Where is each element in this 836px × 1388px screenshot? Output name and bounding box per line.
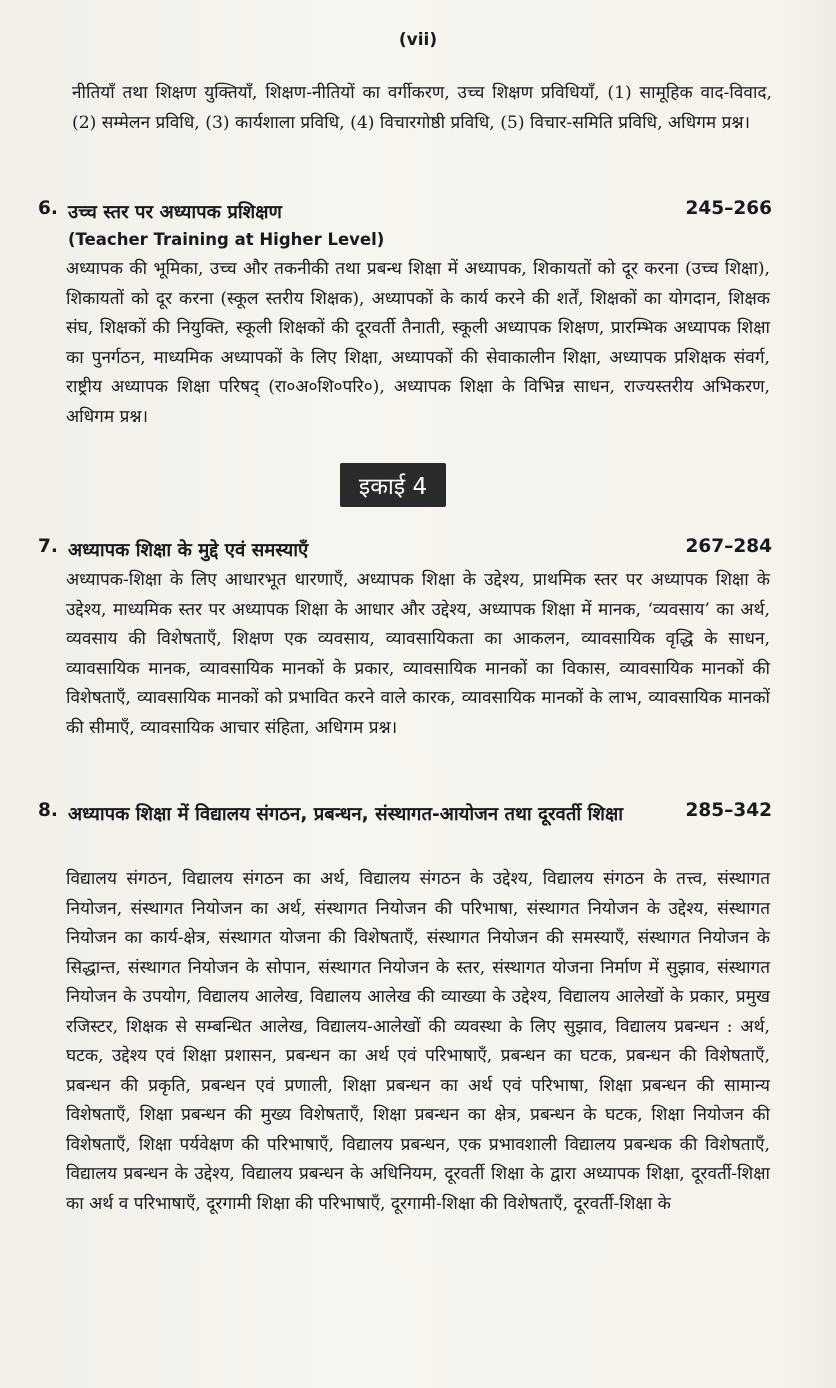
chapter-6-number: 6. bbox=[38, 198, 58, 219]
intro-paragraph: नीतियाँ तथा शिक्षण युक्तियाँ, शिक्षण-नीतियों का वर्गीकरण, उच्च शिक्षण प्रविधियाँ, (1) सामूहिक वाद-विवाद, (2) सम्मेलन प्रविधि, (3) कार्यशाला प्रविधि, (4) विचारगोष्ठी प्रविधि, (5) विचार-समिति प्रविधि, अधिगम प्रश्न। bbox=[72, 83, 772, 133]
chapter-8-number: 8. bbox=[38, 800, 58, 821]
chapter-8-pages: 285–342 bbox=[685, 800, 772, 821]
page-number: (vii) bbox=[398, 30, 438, 50]
chapter-6-title: उच्च स्तर पर अध्यापक प्रशिक्षण bbox=[68, 202, 282, 223]
chapter-6-body: अध्यापक की भूमिका, उच्च और तकनीकी तथा प्रबन्ध शिक्षा में अध्यापक, शिकायतों को दूर करना (उच्च शिक्षा), शिकायतों को दूर करना (स्कूल स्तरीय शिक्षक), अध्यापकों के कार्य करने की शर्तें, शिक्षकों का योगदान, शिक्षक संघ, शिक्षकों की नियुक्ति, स्कूली शिक्षकों की दूरवर्ती तैनाती, स्कूली अध्यापक शिक्षण, प्रारम्भिक अध्यापक शिक्षा का पुनर्गठन, माध्यमिक अध्यापकों के लिए शिक्षा, अध्यापकों की सेवाकालीन शिक्षा, अध्यापक प्रशिक्षक संवर्ग, राष्ट्रीय अध्यापक शिक्षा परिषद् (रा०अ०शि०परि०), अध्यापक शिक्षा के विभिन्न साधन, राज्यस्तरीय अभिकरण, अधिगम प्रश्न। bbox=[66, 259, 770, 427]
chapter-8-heading bbox=[38, 800, 772, 862]
chapter-7-heading bbox=[38, 536, 772, 566]
chapter-7-pages: 267–284 bbox=[685, 536, 772, 557]
chapter-7-number: 7. bbox=[38, 536, 58, 557]
chapter-6-pages: 245–266 bbox=[685, 198, 772, 219]
chapter-6-subtitle: (Teacher Training at Higher Level) bbox=[68, 230, 385, 249]
chapter-8-title: अध्यापक शिक्षा में विद्यालय संगठन, प्रबन्धन, संस्थागत-आयोजन तथा दूरवर्ती शिक्षा bbox=[68, 804, 624, 825]
page-edge-shade bbox=[776, 0, 836, 1388]
unit-badge: इकाई 4 bbox=[340, 463, 446, 507]
chapter-7-title: अध्यापक शिक्षा के मुद्दे एवं समस्याएँ bbox=[68, 540, 309, 561]
chapter-6-heading bbox=[38, 198, 772, 228]
chapter-7-body: अध्यापक-शिक्षा के लिए आधारभूत धारणाएँ, अध्यापक शिक्षा के उद्देश्य, प्राथमिक स्तर पर अध्यापक शिक्षा के उद्देश्य, माध्यमिक स्तर पर अध्यापक शिक्षा के आधार और उद्देश्य, अध्यापक शिक्षा में मानक, ‘व्यवसाय’ का अर्थ, व्यवसाय की विशेषताएँ, शिक्षण एक व्यवसाय, व्यावसायिकता का आकलन, व्यावसायिक वृद्धि के साधन, व्यावसायिक मानक, व्यावसायिक मानकों के प्रकार, व्यावसायिक मानकों का विकास, व्यावसायिक मानकों की विशेषताएँ, व्यावसायिक मानकों को प्रभावित करने वाले कारक, व्यावसायिक मानकों के लाभ, व्यावसायिक मानकों की सीमाएँ, व्यावसायिक आचार संहिता, अधिगम प्रश्न। bbox=[66, 570, 770, 738]
chapter-8-body: विद्यालय संगठन, विद्यालय संगठन का अर्थ, विद्यालय संगठन के उद्देश्य, विद्यालय संगठन के तत्त्व, संस्थागत नियोजन, संस्थागत नियोजन का अर्थ, संस्थागत नियोजन की परिभाषा, संस्थागत नियोजन के उद्देश्य, संस्थागत नियोजन का कार्य-क्षेत्र, संस्थागत योजना की विशेषताएँ, संस्थागत नियोजन की समस्याएँ, संस्थागत नियोजन के सिद्धान्त, संस्थागत नियोजन के सोपान, संस्थागत नियोजन के स्तर, संस्थागत योजना निर्माण में सुझाव, संस्थागत नियोजन के उपयोग, विद्यालय आलेख, विद्यालय आलेख की व्याख्या के उद्देश्य, विद्यालय आलेखों के प्रकार, प्रमुख रजिस्टर, शिक्षक से सम्बन्धित आलेख, विद्यालय-आलेखों की व्यवस्था के लिए सुझाव, विद्यालय प्रबन्धन : अर्थ, घटक, उद्देश्य एवं शिक्षा प्रशासन, प्रबन्धन का अर्थ एवं परिभाषाएँ, प्रबन्धन का घटक, प्रबन्धन की विशेषताएँ, प्रबन्धन की प्रकृति, प्रबन्धन एवं प्रणाली, शिक्षा प्रबन्धन का अर्थ एवं परिभाषा, शिक्षा प्रबन्धन की सामान्य विशेषताएँ, शिक्षा प्रबन्धन की मुख्य विशेषताएँ, शिक्षा प्रबन्धन का क्षेत्र, प्रबन्धन के घटक, शिक्षा नियोजन की विशेषताएँ, शिक्षा पर्यवेक्षण की परिभाषाएँ, विद्यालय प्रबन्धन, एक प्रभावशाली विद्यालय प्रबन्धक की विशेषताएँ, विद्यालय प्रबन्धन के उद्देश्य, विद्यालय प्रबन्धन के अधिनियम, दूरवर्ती शिक्षा के द्वारा अध्यापक शिक्षा, दूरवर्ती-शिक्षा का अर्थ व परिभाषाएँ, दूरगामी शिक्षा की परिभाषाएँ, दूरगामी-शिक्षा की विशेषताएँ, दूरवर्ती-शिक्षा के bbox=[66, 869, 770, 1214]
